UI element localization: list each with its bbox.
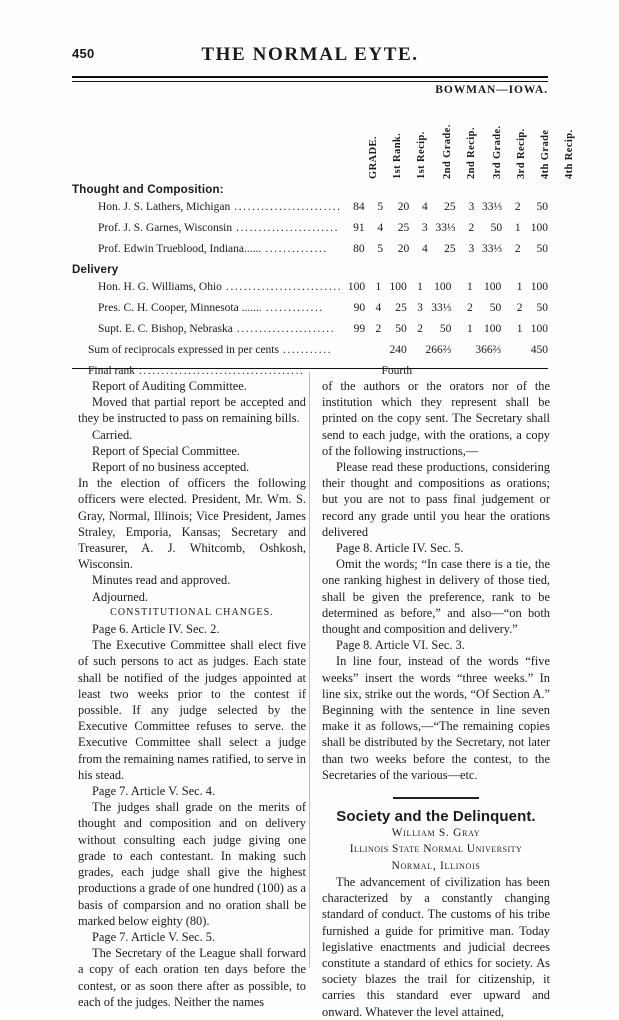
cell-2nd-recip: 100 [434, 281, 452, 293]
cell-1st-recip: 20 [397, 243, 410, 255]
left-paragraph-8: CONSTITUTIONAL CHANGES. [110, 606, 274, 618]
cell-3rd-grade: 2 [466, 302, 473, 314]
right-paragraph-2: Page 8. Article IV. Sec. 5. [336, 541, 464, 556]
final-rank-value: Fourth [381, 365, 413, 377]
header-rule [72, 76, 548, 82]
row-label: Prof. J. S. Garnes, Wisconsin ....................... [98, 222, 340, 234]
article-title: Society and the Delinquent. [336, 808, 536, 826]
cell-2nd-grade: 3 [417, 302, 423, 314]
cell-3rd-recip: 50 [489, 302, 502, 314]
article-author: William S. Gray [391, 827, 481, 840]
cell-3rd-recip: 33⅓ [481, 201, 503, 213]
left-paragraph-2: Carried. [92, 427, 133, 442]
col-header-3rd-recip: 3rd Recip. [516, 128, 527, 179]
cell-2nd-recip: 50 [439, 323, 452, 335]
cell-grade: 84 [353, 201, 365, 213]
right-text-column [322, 378, 550, 1020]
right-paragraph-4: Page 8. Article VI. Sec. 3. [336, 638, 465, 653]
right-paragraph-3: Omit the words; “In case there is a tie, the one ranking highest in delivery of those tied, shall be given the preference, rank to be determined as before,” and also—“on both thought and composition and delivery.” [322, 557, 550, 637]
cell-2nd-recip: 25 [444, 243, 456, 255]
section-label-thought: Thought and Composition: [72, 184, 224, 196]
cell-1st-recip: 50 [395, 323, 407, 335]
table-row [72, 277, 548, 298]
section-divider-rule [72, 368, 548, 369]
left-paragraph-0: Report of Auditing Committee. [92, 379, 247, 393]
cell-3rd-recip: 100 [483, 281, 502, 293]
table-row [72, 197, 548, 218]
col-header-grade: GRADE. [368, 136, 379, 179]
cell-2nd-grade: 4 [421, 201, 428, 213]
col-header-4th-grade: 4th Grade [540, 129, 551, 179]
row-label: Prof. Edwin Trueblood, Indiana...... .............. [98, 243, 328, 255]
left-paragraph-13: Page 7. Article V. Sec. 5. [92, 929, 216, 944]
running-head [72, 44, 548, 66]
cell-2nd-recip: 33⅓ [435, 222, 456, 234]
left-paragraph-9: Page 6. Article IV. Sec. 2. [92, 622, 220, 637]
row-label: Hon. H. G. Williams, Ohio .......................... [98, 281, 343, 293]
row-label: Supt. E. C. Bishop, Nebraska ...................... [98, 323, 336, 335]
left-paragraph-12: The judges shall grade on the merits of thought and composition and on delivery without consulting each judge giving one grade to each contestant. In making such grades, each judge shall give the highest productions a grade of one hundred (100) as a basis of comparsion and no oration shall be marked below eighty (80). [78, 800, 306, 928]
cell-4th-grade: 2 [514, 201, 521, 213]
cell-3rd-grade: 3 [468, 201, 475, 213]
cell-3rd-recip: 100 [483, 323, 502, 335]
cell-1st-rank: 2 [375, 323, 382, 335]
cell-4th-recip: 50 [536, 243, 548, 255]
table-row [72, 218, 548, 239]
cell-grade: 99 [353, 323, 366, 335]
cell-2nd-grade: 1 [417, 281, 423, 293]
article-body: The advancement of civilization has been characterized by a constantly changing standard of conduct. The customs of his tribe furnished a guide for primitive man. Today legislative enactments and judicial decrees constitute a standard of ethics for society. As society blazes the trail for citizenship, it carries this standard ever upward and onward. Whatever the level attained, [322, 874, 550, 1019]
left-paragraph-6: Minutes read and approved. [92, 573, 231, 588]
cell-2nd-grade: 3 [421, 222, 428, 234]
cell-empty [342, 340, 365, 361]
cell-3rd-grade: 1 [466, 323, 473, 335]
left-paragraph-5: In the election of officers the following officers were elected. President, Mr. Wm. S. Gray, Normal, Illinois; Vice President, James Straley, Emporia, Kansas; Secretary and Treasurer, A. J. Whitcomb, Oshkosh, Wisconsin. [78, 476, 306, 572]
journal-title: THE NORMAL EYTE. [201, 44, 419, 65]
cell-1st-rank: 5 [377, 201, 384, 213]
left-paragraph-7: Adjourned. [92, 589, 149, 604]
cell-1st-recip: 25 [397, 222, 410, 234]
cell-1st-rank: 4 [375, 302, 382, 314]
cell-3rd-grade: 1 [466, 281, 473, 293]
cell-4th-recip: 100 [530, 222, 548, 234]
cell-1st-recip: 20 [397, 201, 410, 213]
cell-2nd-grade: 4 [421, 243, 428, 255]
cell-empty [451, 340, 472, 361]
page-number: 450 [72, 46, 95, 61]
cell-grade: 100 [347, 281, 366, 293]
left-text-column [78, 378, 306, 1010]
article-affiliation: Illinois State Normal University [349, 843, 523, 856]
col-header-1st-rank: 1st Rank. [392, 132, 403, 179]
cell-sum-3: 366⅔ [475, 344, 502, 356]
cell-1st-rank: 4 [377, 222, 384, 234]
col-header-3rd-grade: 3rd Grade. [492, 125, 503, 179]
cell-3rd-recip: 50 [490, 222, 503, 234]
cell-3rd-grade: 2 [468, 222, 475, 234]
cell-1st-rank: 5 [377, 243, 384, 255]
table-row [72, 239, 548, 260]
left-paragraph-1: Moved that partial report be accepted and they be instructed to pass on remaining bills. [78, 395, 306, 426]
cell-empty [365, 340, 381, 361]
final-rank-label: Final rank ..................................... [88, 365, 305, 377]
cell-sum-4: 450 [530, 344, 548, 356]
col-header-4th-recip: 4th Recip. [564, 129, 575, 179]
left-paragraph-4: Report of no business accepted. [92, 460, 250, 475]
section-label-delivery: Delivery [72, 264, 119, 276]
cell-4th-recip: 50 [536, 201, 548, 213]
cell-sum-1: 240 [389, 344, 407, 356]
right-paragraph-5: In line four, instead of the words “five weeks” insert the words “three weeks.” In line six, strike out the words, “Of Section A.” Beginning with the sentence in line seven make it as follows,—“The remaining copies shall be distributed by the Secretary, not later than two weeks before the contest, to the Secretaries of the various—etc. [322, 654, 550, 782]
article-divider [393, 797, 479, 799]
section-rows-thought [72, 197, 548, 260]
cell-3rd-recip: 33⅓ [481, 243, 503, 255]
cell-grade: 80 [353, 243, 365, 255]
cell-4th-grade: 1 [514, 222, 521, 234]
row-label: Hon. J. S. Lathers, Michigan ........................ [98, 201, 342, 213]
cell-4th-grade: 1 [516, 323, 523, 335]
left-paragraph-11: Page 7. Article V. Sec. 4. [92, 784, 216, 799]
left-paragraph-3: Report of Special Committee. [92, 443, 240, 458]
scores-table [72, 104, 575, 382]
cell-4th-grade: 2 [516, 302, 523, 314]
cell-grade: 90 [353, 302, 366, 314]
summary-label: Sum of reciprocals expressed in per cents ........... [88, 344, 333, 356]
cell-sum-2: 266⅔ [425, 344, 452, 356]
cell-4th-recip: 100 [530, 281, 548, 293]
left-paragraph-14: The Secretary of the League shall forward a copy of each oration ten days before the contest, or as soon there after as possible, to each of the judges. Neither the names [78, 946, 306, 1009]
col-header-2nd-recip: 2nd Recip. [466, 127, 477, 179]
cell-4th-grade: 2 [514, 243, 521, 255]
right-paragraph-1: Please read these productions, considering their thought and compositions as orations; but you are not to pass final judgement or record any grade until you hear the orations delivered [322, 460, 550, 539]
cell-1st-recip: 25 [395, 302, 407, 314]
right-paragraph-0: of the authors or the orators nor of the institution which they represent shall be printed on the copy sent. The Secretary shall send to each judge, with the orations, a copy of the following instructions,— [322, 379, 550, 458]
col-header-2nd-grade: 2nd Grade. [442, 124, 453, 179]
table-column-headers [72, 104, 575, 180]
cell-2nd-grade: 2 [417, 323, 423, 335]
cell-empty [407, 340, 423, 361]
cell-grade: 91 [353, 222, 365, 234]
article-location: Normal, Illinois [391, 859, 481, 872]
cell-2nd-recip: 33⅓ [431, 302, 452, 314]
cell-1st-rank: 1 [375, 281, 382, 293]
row-label: Pres. C. H. Cooper, Minnesota ....... ............. [98, 302, 324, 314]
cell-3rd-grade: 3 [468, 243, 475, 255]
col-header-1st-recip: 1st Recip. [416, 131, 427, 179]
section-rows-delivery [72, 277, 548, 382]
cell-4th-grade: 1 [516, 281, 523, 293]
table-caption: BOWMAN—IOWA. [435, 84, 548, 96]
table-row [72, 319, 548, 340]
table-row [72, 298, 548, 319]
cell-empty [501, 340, 522, 361]
cell-4th-recip: 50 [536, 302, 548, 314]
cell-1st-recip: 100 [389, 281, 407, 293]
column-divider [309, 372, 310, 968]
cell-4th-recip: 100 [530, 323, 548, 335]
left-paragraph-10: The Executive Committee shall elect five of such persons to act as judges. Each state shall be notified of the judges appointed at least two weeks prior to the contest if possible. If any judge selected by the Executive Committee refuses to serve. the Executive Committee shall select a judge from the remaining names ratified, to serve in his stead. [78, 638, 306, 782]
cell-2nd-recip: 25 [444, 201, 456, 213]
table-row-summary [72, 340, 548, 361]
